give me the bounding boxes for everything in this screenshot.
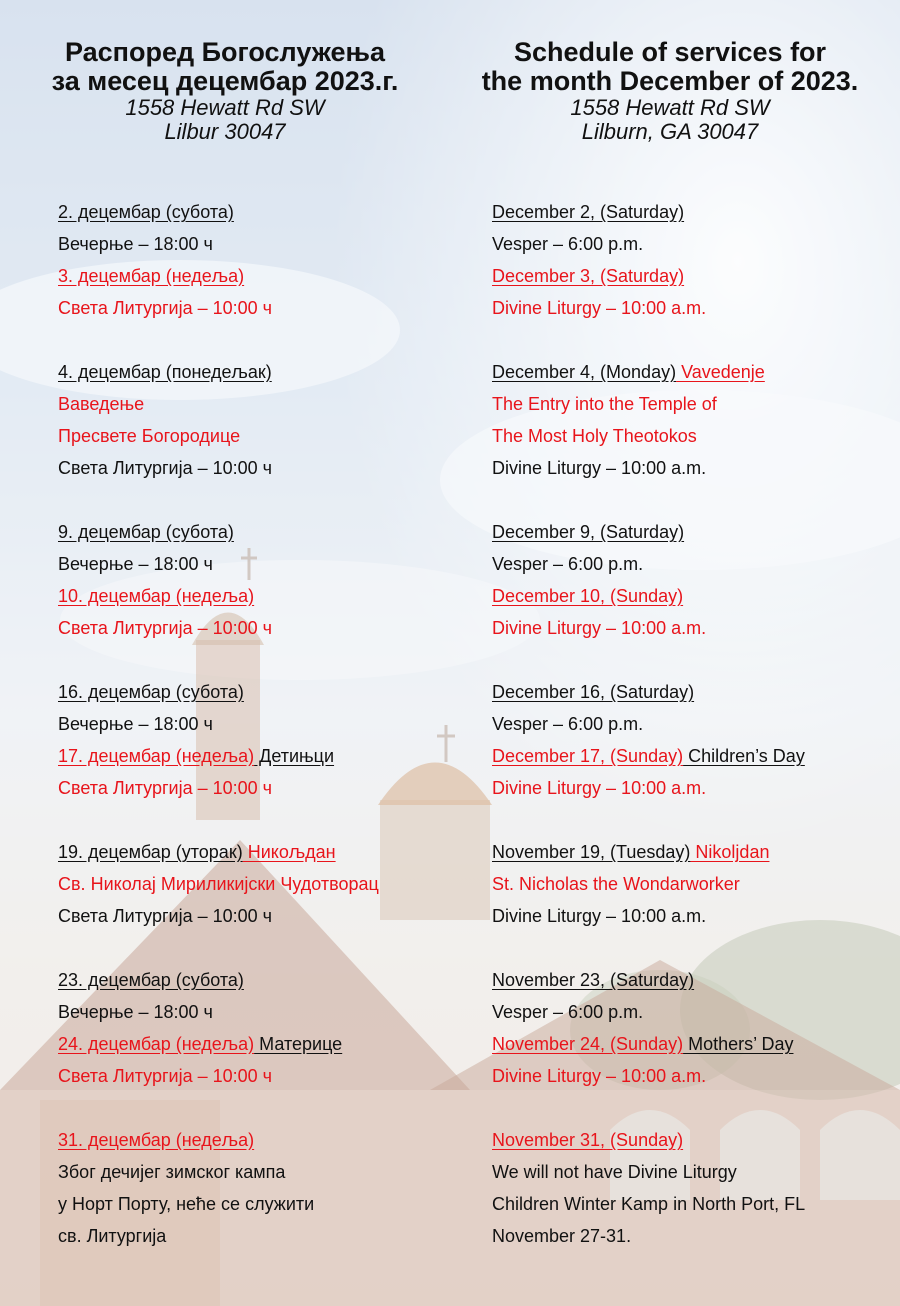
feast-label: Vavedenje — [676, 362, 765, 382]
schedule-entry — [58, 964, 458, 1092]
schedule-line — [492, 548, 892, 580]
serbian-address-line1: 1558 Hewatt Rd SW — [125, 95, 325, 120]
schedule-line — [492, 292, 892, 324]
schedule-line-text: The Entry into the Temple of — [492, 394, 717, 414]
schedule-line-text: December 16, (Saturday) — [492, 682, 695, 702]
schedule-entry — [492, 836, 892, 932]
schedule-line — [492, 708, 892, 740]
schedule-line-text: Света Литургија – 10:00 ч — [58, 1066, 273, 1086]
schedule-line-text: 19. децембар (уторак) — [58, 842, 243, 862]
schedule-line — [58, 1060, 458, 1092]
schedule-line — [492, 260, 892, 292]
serbian-address-line2: Lilbur 30047 — [164, 119, 286, 144]
schedule-line-text: Divine Liturgy – 10:00 a.m. — [492, 458, 707, 478]
schedule-line — [58, 356, 458, 388]
schedule-line-text: Света Литургија – 10:00 ч — [58, 618, 273, 638]
schedule-line — [492, 612, 892, 644]
schedule-line-text: November 24, (Sunday) — [492, 1034, 684, 1054]
english-header — [450, 38, 890, 144]
schedule-line — [58, 420, 458, 452]
schedule-line — [58, 1188, 458, 1220]
schedule-line — [58, 996, 458, 1028]
schedule-line — [58, 388, 458, 420]
schedule-line-text: Света Литургија – 10:00 ч — [58, 298, 273, 318]
schedule-line — [492, 1220, 892, 1252]
schedule-line-text: December 17, (Sunday) — [492, 746, 684, 766]
schedule-line — [492, 228, 892, 260]
schedule-line — [58, 452, 458, 484]
schedule-entry — [492, 676, 892, 804]
schedule-line — [58, 548, 458, 580]
schedule-line-text: Vesper – 6:00 p.m. — [492, 1002, 644, 1022]
schedule-line — [492, 1028, 892, 1060]
schedule-line-text: November 19, (Tuesday) — [492, 842, 691, 862]
schedule-line-text: Пресвете Богородице — [58, 426, 241, 446]
schedule-line-text: Divine Liturgy – 10:00 a.m. — [492, 778, 707, 798]
schedule-line — [492, 388, 892, 420]
schedule-line-text: November 31, (Sunday) — [492, 1130, 684, 1150]
feast-label: Никољдан — [242, 842, 336, 862]
schedule-line — [492, 1156, 892, 1188]
schedule-line — [58, 708, 458, 740]
schedule-entry — [58, 676, 458, 804]
english-address-line2: Lilburn, GA 30047 — [581, 119, 759, 144]
schedule-line-text: December 4, (Monday) — [492, 362, 677, 382]
feast-label: Children’s Day — [683, 746, 805, 766]
schedule-line — [492, 196, 892, 228]
schedule-line — [58, 580, 458, 612]
english-address-line1: 1558 Hewatt Rd SW — [570, 95, 770, 120]
schedule-line — [492, 452, 892, 484]
schedule-entry — [58, 836, 458, 932]
feast-label: Детињци — [254, 746, 335, 766]
schedule-line-text: 23. децембар (субота) — [58, 970, 244, 990]
schedule-entry — [492, 964, 892, 1092]
schedule-line-text: 31. децембар (недеља) — [58, 1130, 255, 1150]
schedule-entry — [58, 196, 458, 324]
schedule-line-text: Ваведење — [58, 394, 145, 414]
schedule-line — [492, 356, 892, 388]
schedule-entry — [58, 516, 458, 644]
schedule-line-text: Св. Николај Мириликијски Чудотворац — [58, 874, 379, 894]
english-schedule — [492, 196, 892, 1284]
schedule-line — [492, 900, 892, 932]
schedule-line-text: 24. децембар (недеља) — [58, 1034, 255, 1054]
schedule-line-text: Света Литургија – 10:00 ч — [58, 906, 273, 926]
schedule-line-text: Divine Liturgy – 10:00 a.m. — [492, 618, 707, 638]
schedule-line-text: Због дечијег зимског кампа — [58, 1162, 286, 1182]
schedule-entry — [492, 196, 892, 324]
schedule-entry — [492, 516, 892, 644]
schedule-line-text: Divine Liturgy – 10:00 a.m. — [492, 298, 707, 318]
schedule-line-text: Divine Liturgy – 10:00 a.m. — [492, 1066, 707, 1086]
schedule-line-text: November 23, (Saturday) — [492, 970, 695, 990]
schedule-line — [492, 772, 892, 804]
schedule-line-text: Divine Liturgy – 10:00 a.m. — [492, 906, 707, 926]
schedule-line-text: Света Литургија – 10:00 ч — [58, 458, 273, 478]
schedule-line — [492, 580, 892, 612]
schedule-line-text: Вечерње – 18:00 ч — [58, 714, 213, 734]
schedule-entry — [492, 356, 892, 484]
schedule-line — [58, 964, 458, 996]
schedule-line-text: Vesper – 6:00 p.m. — [492, 554, 644, 574]
schedule-line — [58, 1028, 458, 1060]
feast-label: Mothers’ Day — [683, 1034, 794, 1054]
serbian-schedule — [58, 196, 458, 1284]
schedule-line-text: Children Winter Kamp in North Port, FL — [492, 1194, 806, 1214]
serbian-header — [20, 38, 430, 144]
schedule-line-text: The Most Holy Theotokos — [492, 426, 697, 446]
serbian-title-line1: Распоред Богослужења — [64, 37, 385, 67]
schedule-line — [58, 676, 458, 708]
schedule-line — [58, 292, 458, 324]
schedule-line-text: 10. децембар (недеља) — [58, 586, 255, 606]
schedule-line-text: Вечерње – 18:00 ч — [58, 234, 213, 254]
schedule-line-text: Света Литургија – 10:00 ч — [58, 778, 273, 798]
schedule-line — [492, 1060, 892, 1092]
schedule-line — [58, 868, 458, 900]
schedule-line — [58, 196, 458, 228]
schedule-line-text: December 9, (Saturday) — [492, 522, 685, 542]
schedule-line — [58, 612, 458, 644]
schedule-line-text: Vesper – 6:00 p.m. — [492, 234, 644, 254]
schedule-line — [58, 740, 458, 772]
schedule-entry — [58, 1124, 458, 1252]
schedule-line — [492, 964, 892, 996]
schedule-line — [492, 996, 892, 1028]
schedule-line-text: November 27-31. — [492, 1226, 632, 1246]
schedule-line — [58, 260, 458, 292]
schedule-line — [492, 1188, 892, 1220]
schedule-line-text: св. Литургија — [58, 1226, 167, 1246]
schedule-line-text: Вечерње – 18:00 ч — [58, 1002, 213, 1022]
schedule-line — [492, 1124, 892, 1156]
schedule-line-text: 9. децембар (субота) — [58, 522, 234, 542]
schedule-line — [58, 1220, 458, 1252]
feast-label: Материце — [254, 1034, 343, 1054]
feast-label: Nikoljdan — [690, 842, 770, 862]
schedule-entry — [492, 1124, 892, 1252]
schedule-line — [58, 772, 458, 804]
schedule-line — [492, 516, 892, 548]
english-title-line2: the month December of 2023. — [481, 66, 859, 96]
schedule-line-text: 2. децембар (субота) — [58, 202, 234, 222]
schedule-line-text: December 3, (Saturday) — [492, 266, 685, 286]
schedule-line — [492, 836, 892, 868]
schedule-line-text: 17. децембар (недеља) — [58, 746, 255, 766]
schedule-line — [492, 868, 892, 900]
schedule-line — [58, 228, 458, 260]
schedule-line-text: We will not have Divine Liturgy — [492, 1162, 737, 1182]
schedule-line-text: 3. децембар (недеља) — [58, 266, 245, 286]
schedule-line-text: 16. децембар (субота) — [58, 682, 244, 702]
schedule-line — [58, 900, 458, 932]
schedule-line-text: Vesper – 6:00 p.m. — [492, 714, 644, 734]
schedule-line-text: у Норт Порту, неће се служити — [58, 1194, 315, 1214]
schedule-line — [58, 1124, 458, 1156]
schedule-line-text: December 10, (Sunday) — [492, 586, 684, 606]
schedule-line — [492, 740, 892, 772]
schedule-line — [492, 420, 892, 452]
serbian-title-line2: за месец децембар 2023.г. — [51, 66, 399, 96]
schedule-line-text: Вечерње – 18:00 ч — [58, 554, 213, 574]
schedule-entry — [58, 356, 458, 484]
schedule-line-text: St. Nicholas the Wondarworker — [492, 874, 740, 894]
schedule-line-text: 4. децембар (понедељак) — [58, 362, 272, 382]
schedule-line-text: December 2, (Saturday) — [492, 202, 685, 222]
schedule-line — [492, 676, 892, 708]
schedule-line — [58, 516, 458, 548]
english-title-line1: Schedule of services for — [513, 37, 827, 67]
schedule-line — [58, 836, 458, 868]
schedule-line — [58, 1156, 458, 1188]
